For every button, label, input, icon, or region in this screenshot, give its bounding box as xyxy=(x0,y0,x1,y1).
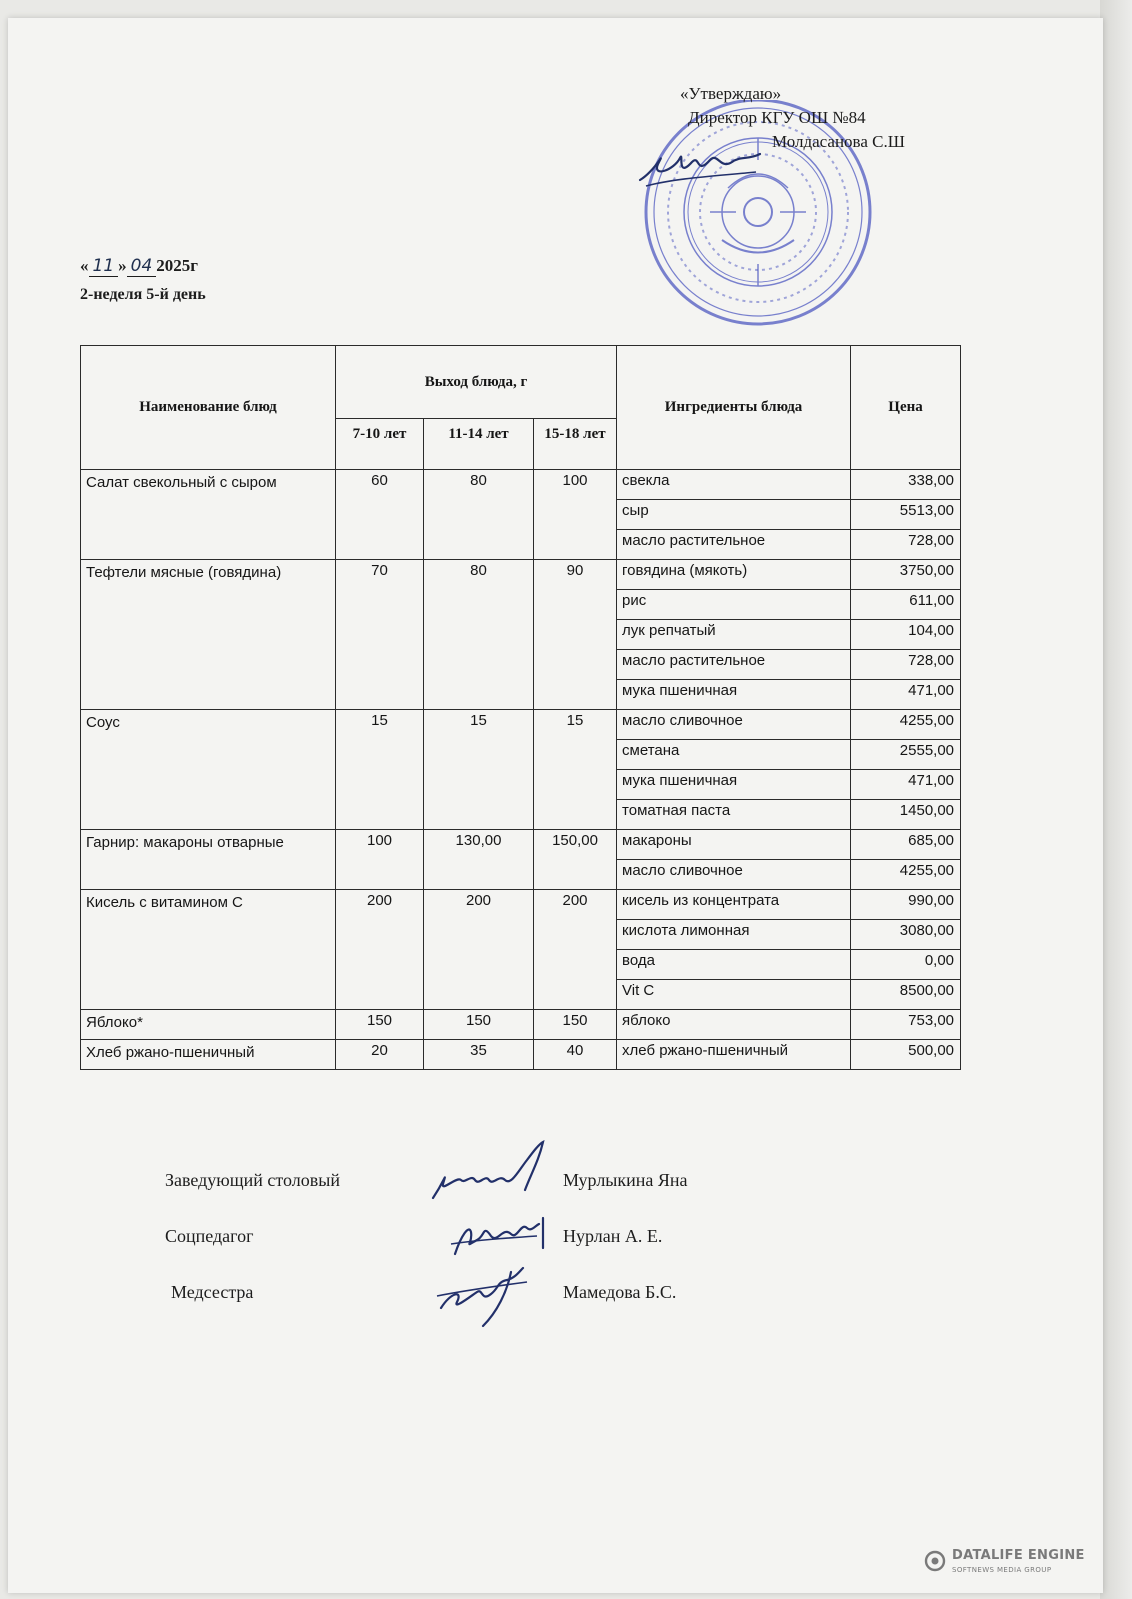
yield-15-18: 40 xyxy=(534,1040,617,1070)
yield-11-14: 150 xyxy=(424,1010,534,1040)
yield-15-18: 150 xyxy=(534,1010,617,1040)
yield-7-10: 70 xyxy=(336,560,424,710)
yield-15-18: 100 xyxy=(534,470,617,560)
ingredient-name: кислота лимонная xyxy=(617,920,851,950)
yield-11-14: 15 xyxy=(424,710,534,830)
approval-director-name: Молдасанова С.Ш xyxy=(772,132,905,151)
ingredient-name: рис xyxy=(617,590,851,620)
dish-name: Салат свекольный с сыром xyxy=(81,470,336,560)
ingredient-price: 3750,00 xyxy=(851,560,961,590)
date-month: 04 xyxy=(127,256,157,277)
header-age-11-14: 11-14 лет xyxy=(424,419,534,470)
ingredient-name: кисель из концентрата xyxy=(617,890,851,920)
signature-name: Нурлан А. Е. xyxy=(563,1226,663,1246)
yield-7-10: 200 xyxy=(336,890,424,1010)
week-day-label: 2-неделя 5-й день xyxy=(80,286,206,303)
dish-name: Хлеб ржано-пшеничный xyxy=(81,1040,336,1070)
signature-name: Мамедова Б.С. xyxy=(563,1282,677,1302)
table-row xyxy=(81,890,961,920)
table-row xyxy=(81,710,961,740)
handwritten-signature xyxy=(427,1252,557,1332)
ingredient-price: 338,00 xyxy=(851,470,961,500)
yield-11-14: 80 xyxy=(424,470,534,560)
ingredient-name: вода xyxy=(617,950,851,980)
ingredient-name: масло сливочное xyxy=(617,710,851,740)
table-row xyxy=(81,830,961,860)
approval-title: «Утверждаю» xyxy=(680,84,782,103)
ingredient-name: свекла xyxy=(617,470,851,500)
document-date xyxy=(80,256,198,276)
header-yield: Выход блюда, г xyxy=(336,346,617,419)
table-row xyxy=(81,470,961,500)
yield-15-18: 200 xyxy=(534,890,617,1010)
signature-name: Мурлыкина Яна xyxy=(563,1170,688,1190)
yield-15-18: 90 xyxy=(534,560,617,710)
signature-role: Медсестра xyxy=(171,1282,254,1302)
ingredient-name: Vit C xyxy=(617,980,851,1010)
watermark-subtitle: SOFTNEWS MEDIA GROUP xyxy=(952,1566,1052,1574)
signature-role: Заведующий столовый xyxy=(165,1170,340,1190)
ingredient-price: 990,00 xyxy=(851,890,961,920)
ingredient-name: сыр xyxy=(617,500,851,530)
ingredient-name: яблоко xyxy=(617,1010,851,1040)
ingredient-price: 728,00 xyxy=(851,650,961,680)
ingredient-price: 0,00 xyxy=(851,950,961,980)
yield-11-14: 80 xyxy=(424,560,534,710)
ingredient-name: мука пшеничная xyxy=(617,680,851,710)
ingredient-name: хлеб ржано-пшеничный xyxy=(617,1040,851,1070)
ingredient-price: 8500,00 xyxy=(851,980,961,1010)
ingredient-price: 753,00 xyxy=(851,1010,961,1040)
ingredient-price: 104,00 xyxy=(851,620,961,650)
header-price: Цена xyxy=(851,346,961,470)
yield-15-18: 15 xyxy=(534,710,617,830)
ingredient-name: масло растительное xyxy=(617,530,851,560)
yield-7-10: 20 xyxy=(336,1040,424,1070)
dish-name: Соус xyxy=(81,710,336,830)
ingredient-price: 471,00 xyxy=(851,770,961,800)
approval-block xyxy=(660,82,960,154)
table-row xyxy=(81,1010,961,1040)
header-dish-name: Наименование блюд xyxy=(81,346,336,470)
date-open-quote: « xyxy=(80,256,89,275)
ingredient-name: масло сливочное xyxy=(617,860,851,890)
yield-11-14: 35 xyxy=(424,1040,534,1070)
yield-7-10: 60 xyxy=(336,470,424,560)
dish-name: Тефтели мясные (говядина) xyxy=(81,560,336,710)
ingredient-price: 2555,00 xyxy=(851,740,961,770)
header-age-7-10: 7-10 лет xyxy=(336,419,424,470)
ingredient-name: томатная паста xyxy=(617,800,851,830)
yield-7-10: 100 xyxy=(336,830,424,890)
ingredient-price: 500,00 xyxy=(851,1040,961,1070)
approval-position: Директор КГУ ОШ №84 xyxy=(688,108,866,127)
ingredient-price: 5513,00 xyxy=(851,500,961,530)
ingredient-name: масло растительное xyxy=(617,650,851,680)
header-ingredients: Ингредиенты блюда xyxy=(617,346,851,470)
signature-role: Соцпедагог xyxy=(165,1226,254,1246)
ingredient-name: лук репчатый xyxy=(617,620,851,650)
yield-7-10: 15 xyxy=(336,710,424,830)
date-year: 2025г xyxy=(156,256,199,275)
ingredient-price: 685,00 xyxy=(851,830,961,860)
dish-name: Гарнир: макароны отварные xyxy=(81,830,336,890)
ingredient-price: 728,00 xyxy=(851,530,961,560)
yield-7-10: 150 xyxy=(336,1010,424,1040)
date-close-quote: » xyxy=(118,256,127,275)
ingredient-price: 611,00 xyxy=(851,590,961,620)
ingredient-price: 4255,00 xyxy=(851,860,961,890)
ingredient-name: макароны xyxy=(617,830,851,860)
ingredient-name: говядина (мякоть) xyxy=(617,560,851,590)
table-row xyxy=(81,1040,961,1070)
yield-15-18: 150,00 xyxy=(534,830,617,890)
dish-name: Кисель с витамином С xyxy=(81,890,336,1010)
yield-11-14: 130,00 xyxy=(424,830,534,890)
ingredient-price: 4255,00 xyxy=(851,710,961,740)
ingredient-price: 471,00 xyxy=(851,680,961,710)
menu-table xyxy=(80,345,961,1070)
watermark-title: DATALIFE ENGINE xyxy=(952,1548,1085,1563)
ingredient-name: сметана xyxy=(617,740,851,770)
ingredient-price: 3080,00 xyxy=(851,920,961,950)
ingredient-name: мука пшеничная xyxy=(617,770,851,800)
date-day: 11 xyxy=(89,256,119,277)
header-age-15-18: 15-18 лет xyxy=(534,419,617,470)
signatures-block xyxy=(165,1170,865,1338)
watermark-logo-icon xyxy=(924,1550,946,1572)
dish-name: Яблоко* xyxy=(81,1010,336,1040)
signature-row xyxy=(165,1282,865,1338)
background-surface xyxy=(1100,0,1132,1599)
ingredient-price: 1450,00 xyxy=(851,800,961,830)
yield-11-14: 200 xyxy=(424,890,534,1010)
table-row xyxy=(81,560,961,590)
